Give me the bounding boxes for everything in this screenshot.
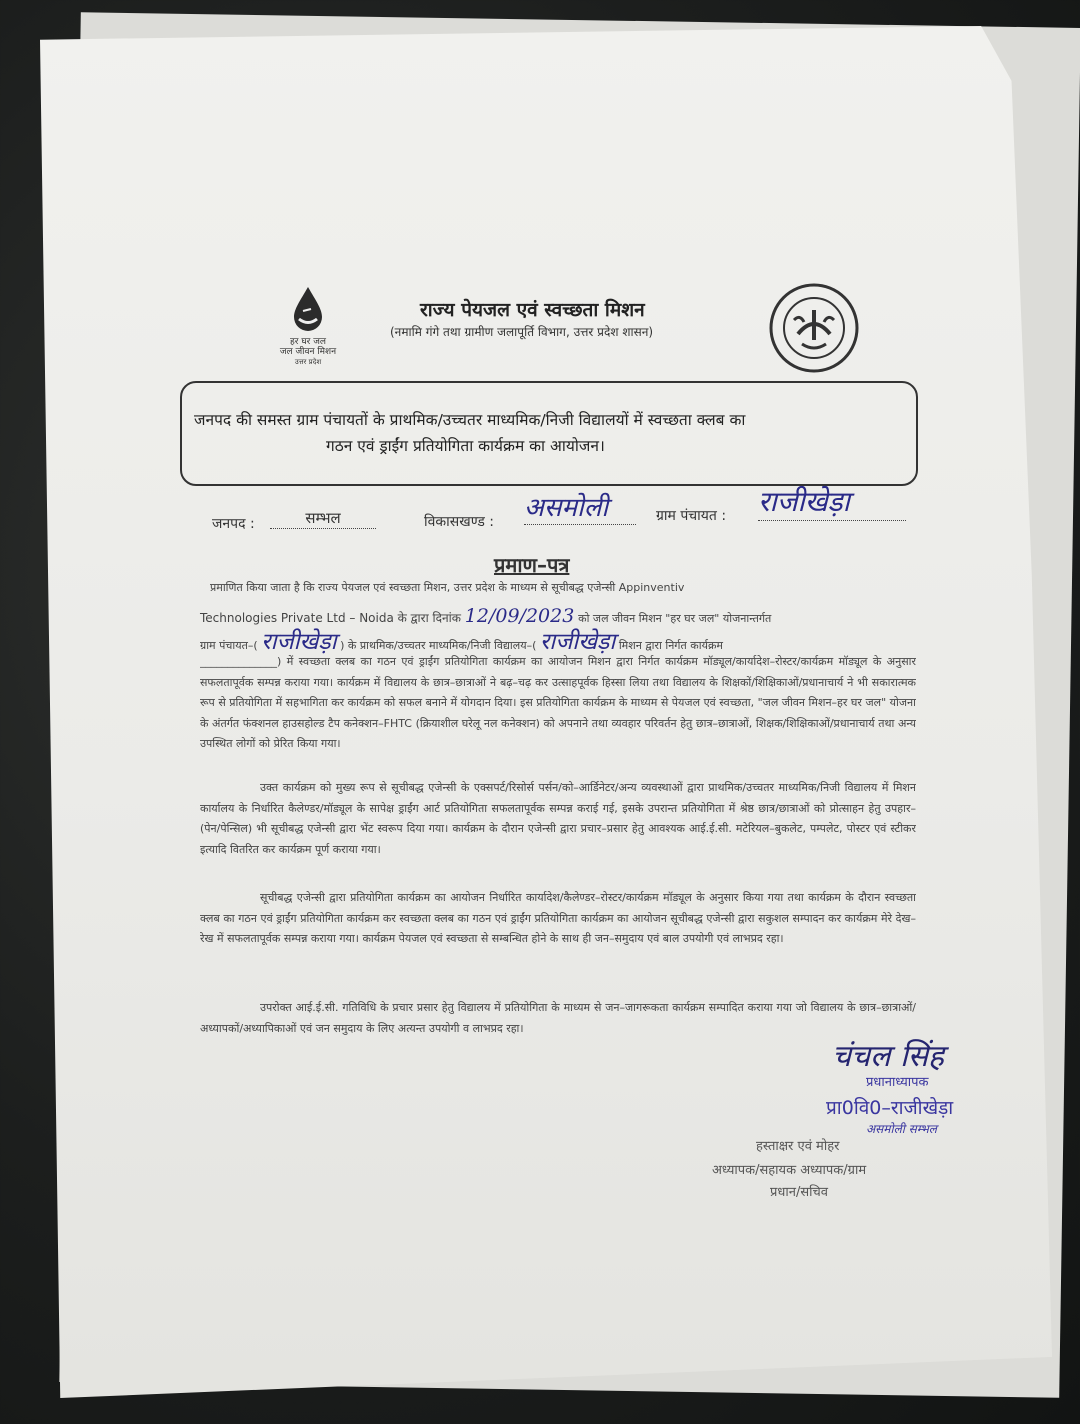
up-government-emblem	[768, 282, 860, 374]
signature-label-1: हस्ताक्षर एवं मोहर	[756, 1139, 840, 1154]
para2-body: उक्त कार्यक्रम को मुख्य रूप से सूचीबद्ध एजेन्सी के एक्सपर्ट/रिसोर्स पर्सन/को–आर्डिनेटर/अन्य व्यवस्थाओं द्वारा प्राथमिक/उच्चतर माध्यमिक/निजी विद्यालय में मिशन कार्यालय के निर्धारित कैलेण्डर/मॉड्यूल के सापेक्ष ड्राईंग आर्ट प्रतियोगिता सफलतापूर्वक सम्पन्न कराई गई, इसके उपरान्त प्रतियोगिता में श्रेष्ठ छात्र/छात्राओं को प्रोत्साहन हेतु उपहार–(पेन/पेन्सिल) भी सूचीबद्ध एजेन्सी द्वारा भेंट स्वरूप दिया गया। कार्यक्रम के दौरान एजेन्सी द्वारा प्रचार–प्रसार हेतु आवश्यक आई.ई.सी. मटेरियल–बुकलेट, पम्पलेट, पोस्टर एवं स्टीकर इत्यादि वितरित कर कार्यक्रम पूर्ण कराया गया।	[200, 781, 916, 856]
gp-fill: राजीखेड़ा	[261, 629, 337, 655]
signature: चंचल सिंह	[832, 1039, 944, 1074]
logo-caption-1: हर घर जल	[290, 337, 326, 347]
jal-jeevan-mission-logo	[268, 285, 348, 367]
para1-school-label: ) के प्राथमिक/उच्चतर माध्यमिक/निजी विद्यालय–(	[340, 639, 537, 652]
logo-caption-3: उत्तर प्रदेश	[294, 358, 322, 366]
para1-line1: प्रमाणित किया जाता है कि राज्य पेयजल एवं स्वच्छता मिशन, उत्तर प्रदेश के माध्यम से सूचीबद्ध एजेन्सी Appinventiv	[210, 581, 685, 594]
para3-body: सूचीबद्ध एजेन्सी द्वारा प्रतियोगिता कार्यक्रम का आयोजन निर्धारित कार्यादेश/कैलेण्डर–रोस्टर/कार्यक्रम मॉड्यूल के अनुसार किया गया तथा कार्यक्रम के दौरान स्वच्छता क्लब का गठन एवं ड्राईंग प्रतियोगिता कार्यक्रम कर स्वच्छता क्लब का गठन एवं ड्राईंग प्रतियोगिता कार्यक्रम का आयोजन सूचीबद्ध एजेन्सी द्वारा सकुशल सम्पादन कर कार्यक्रम मेरे देख–रेख में सफलतापूर्वक सम्पन्न कराया गया। कार्यक्रम पेयजल एवं स्वच्छता से सम्बन्धित होने के साथ ही जन–समुदाय एवं बाल उपयोगी एवं लाभप्रद रहा।	[200, 891, 916, 945]
para1-agency: Technologies Private Ltd – Noida के द्वारा दिनांक	[200, 611, 461, 625]
gram-panchayat-label: ग्राम पंचायत :	[656, 508, 727, 524]
gram-panchayat-value: राजीखेड़ा	[758, 482, 906, 521]
school-fill: राजीखेड़ा	[539, 629, 616, 655]
school-stamp: प्रा0वि0–राजीखेड़ा	[826, 1097, 954, 1119]
header-title: राज्य पेयजल एवं स्वच्छता मिशन	[420, 299, 645, 321]
vikaskhand-value: असमोली	[524, 488, 636, 525]
para1-body: ______________) में स्वच्छता क्लब का गठन एवं ड्राईंग प्रतियोगिता कार्यक्रम का आयोजन मिशन द्वारा निर्गत कार्यक्रम मॉड्यूल/कार्यादेश–रोस्टर/कार्यक्रम मॉड्यूल के अनुसार सफलतापूर्वक सम्पन्न कराया गया। कार्यक्रम में विद्यालय के छात्र–छात्राओं ने बढ़–चढ़ कर उत्साहपूर्वक हिस्सा लिया तथा विद्यालय के शिक्षकों/शिक्षिकाओं/प्रधानाचार्य ने भी सकारात्मक रूप से प्रतियोगिता में सहभागिता कर कार्यक्रम को सफल बनाने में योगदान दिया। इस प्रतियोगिता कार्यक्रम के माध्यम से पेयजल एवं स्वच्छता, "जल जीवन मिशन–हर घर जल" योजना के अंतर्गत फंक्शनल हाउसहोल्ड टैप कनेक्शन–FHTC (क्रियाशील घरेलू नल कनेक्शन) को अपनाने तथा व्यवहार परिवर्तन हेतु छात्र–छात्राओं, शिक्षक/शिक्षिकाओं/प्रधानाचार्य तथा अन्य उपस्थित लोगों को प्रेरित किया गया।	[200, 655, 916, 750]
signature-label-2: अध्यापक/सहायक अध्यापक/ग्राम	[712, 1163, 867, 1178]
role-stamp: प्रधानाध्यापक	[866, 1075, 929, 1090]
water-drop-icon	[288, 285, 328, 333]
header-subtitle: (नमामि गंगे तथा ग्रामीण जलापूर्ति विभाग, उत्तर प्रदेश शासन)	[390, 325, 654, 339]
para1-scheme: को जल जीवन मिशन "हर घर जल" योजनान्तर्गत	[578, 612, 772, 625]
janpad-label: जनपद :	[212, 516, 255, 532]
certificate-title: प्रमाण–पत्र	[494, 553, 570, 577]
para1-module-label: मिशन द्वारा निर्गत कार्यक्रम	[618, 639, 723, 652]
vikaskhand-label: विकासखण्ड :	[424, 514, 495, 530]
program-date: 12/09/2023	[464, 605, 575, 627]
topic-line-2: गठन एवं ड्राईंग प्रतियोगिता कार्यक्रम का आयोजन।	[326, 437, 605, 455]
logo-caption-2: जल जीवन मिशन	[279, 347, 337, 357]
topic-line-1: जनपद की समस्त ग्राम पंचायतों के प्राथमिक/उच्चतर माध्यमिक/निजी विद्यालयों में स्वच्छता क्लब का	[194, 411, 746, 429]
para4-body: उपरोक्त आई.ई.सी. गतिविधि के प्रचार प्रसार हेतु विद्यालय में प्रतियोगिता के माध्यम से जन–जागरूकता कार्यक्रम सम्पादित कराया गया जो विद्यालय के छात्र–छात्राओं/अध्यापकों/अध्यापिकाओं एवं जन समुदाय के लिए अत्यन्त उपयोगी व लाभप्रद रहा।	[200, 1001, 916, 1035]
para1-gp-label: ग्राम पंचायत–(	[200, 639, 258, 652]
block-stamp: असमोली सम्भल	[866, 1122, 937, 1136]
janpad-value: सम्भल	[270, 508, 376, 529]
signature-label-3: प्रधान/सचिव	[770, 1185, 828, 1200]
